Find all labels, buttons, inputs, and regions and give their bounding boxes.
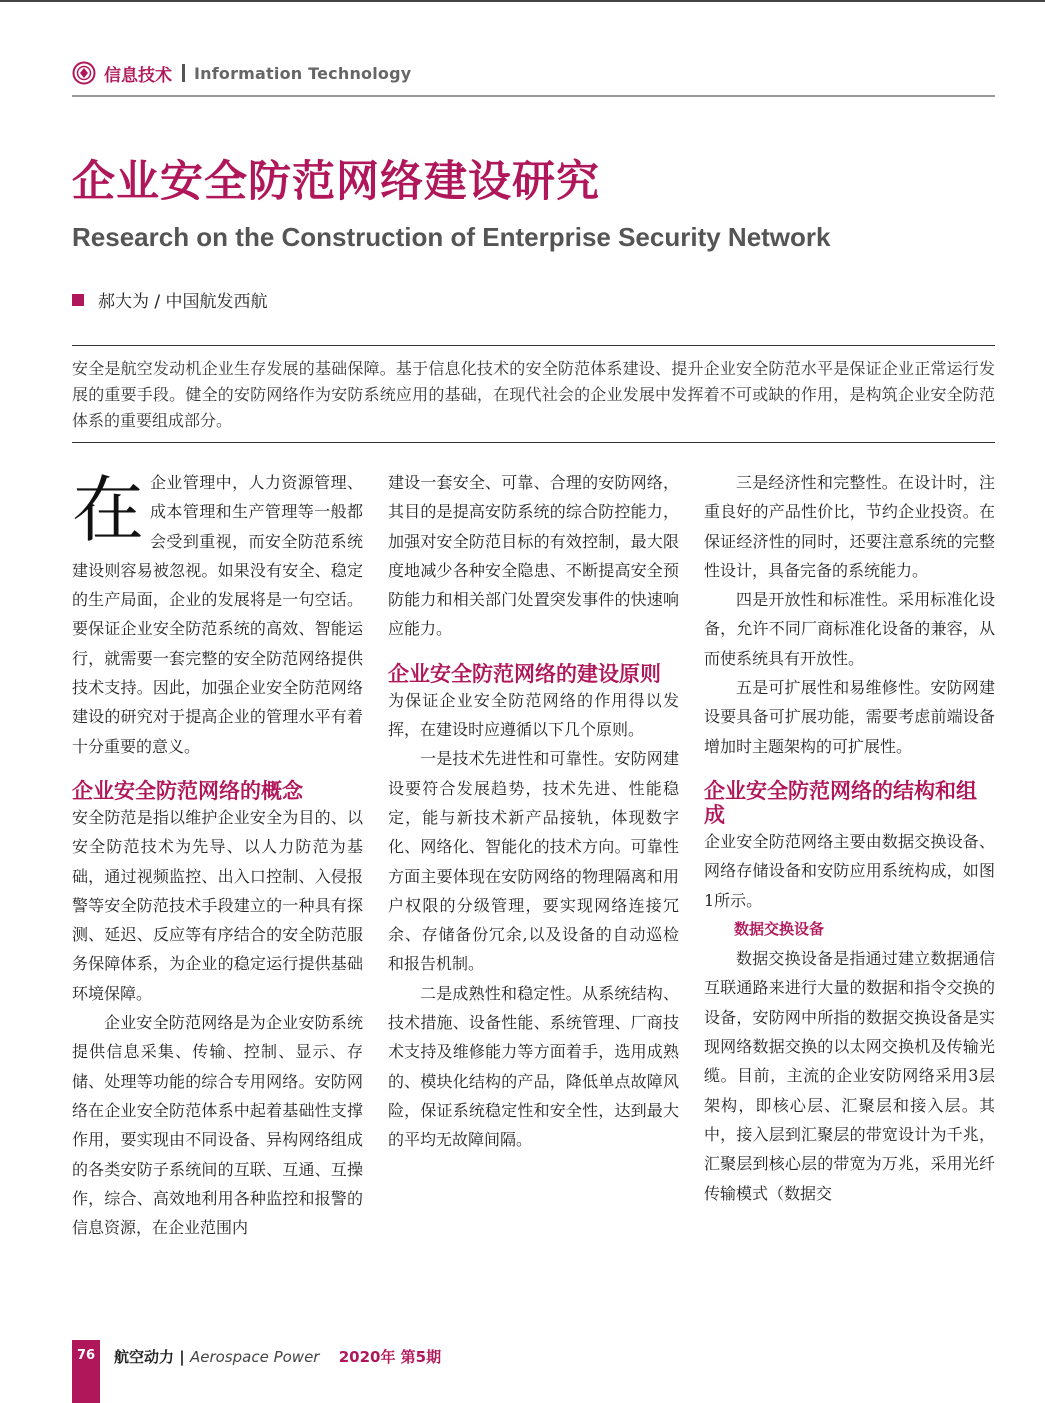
paragraph: 为保证企业安全防范网络的作用得以发挥，在建设时应遵循以下几个原则。 bbox=[388, 690, 679, 740]
column-3 bbox=[704, 468, 995, 1318]
section-heading-concept: 企业安全防范网络的概念 bbox=[72, 778, 303, 803]
page-number: 76 bbox=[76, 1348, 96, 1363]
journal-logo-icon bbox=[72, 61, 96, 85]
journal-name-en: Aerospace Power bbox=[189, 1348, 320, 1366]
paragraph: 安全防范是指以维护企业安全为目的、以安全防范技术为先导、以人力防范为基础，通过视频监控、出入口控制、入侵报警等安全防范技术手段建立的一种具有探测、延迟、反应等有序结合的安全防范服务保障体系，为企业的稳定运行提供基础环境保障。 bbox=[72, 807, 363, 1003]
paragraph: 企业安全防范网络是为企业安防系统提供信息采集、传输、控制、显示、存储、处理等功能的综合专用网络。安防网络在企业安全防范体系中起着基础性支撑作用，要实现由不同设备、异构网络组成的各类安防子系统间的互联、互通、互操作，综合、高效地利用各种监控和报警的信息资源，在企业范围内 bbox=[72, 1013, 363, 1238]
paragraph: 四是开放性和标准性。采用标准化设备，允许不同厂商标准化设备的兼容，从而使系统具有开放性。 bbox=[704, 590, 995, 668]
page-header bbox=[72, 58, 411, 88]
paragraph: 建设一套安全、可靠、合理的安防网络，其目的是提高安防系统的综合防控能力，加强对安全防范目标的有效控制，最大限度地减少各种安全隐患、不断提高安全预防能力和相关部门处置突发事件的快速响应能力。 bbox=[388, 473, 679, 639]
column-1 bbox=[72, 468, 363, 1318]
section-title-cn: 信息技术 bbox=[104, 65, 172, 86]
drop-cap: 在 bbox=[72, 468, 145, 552]
author-line bbox=[72, 287, 268, 312]
intro-paragraph bbox=[72, 468, 363, 761]
author-square-icon bbox=[72, 294, 84, 306]
section-heading-structure: 企业安全防范网络的结构和组成 bbox=[704, 778, 977, 827]
article-title-cn: 企业安全防范网络建设研究 bbox=[72, 157, 600, 207]
footer-separator: | bbox=[179, 1348, 185, 1366]
paragraph: 三是经济性和完整性。在设计时，注重良好的产品性价比，节约企业投资。在保证经济性的同时，还要注意系统的完整性设计，具备完备的系统能力。 bbox=[704, 473, 995, 580]
paragraph: 企业安全防范网络主要由数据交换设备、网络存储设备和安防应用系统构成，如图1所示。 bbox=[704, 831, 995, 910]
footer-journal bbox=[114, 1346, 441, 1367]
article-title-en: Research on the Construction of Enterprise Security Network bbox=[72, 222, 831, 252]
journal-issue: 2020年 第5期 bbox=[338, 1348, 442, 1366]
section-heading-principles: 企业安全防范网络的建设原则 bbox=[388, 661, 661, 686]
column-2 bbox=[388, 468, 679, 1318]
paragraph: 数据交换设备是指通过建立数据通信互联通路来进行大量的数据和指令交换的设备，安防网中所指的数据交换设备是实现网络数据交换的以太网交换机及传输光缆。目前，主流的企业安防网络采用3层架构，即核心层、汇聚层和接入层。其中，接入层到汇聚层的带宽设计为千兆，汇聚层到核心层的带宽为万兆，采用光纤传输模式（数据交 bbox=[704, 949, 995, 1203]
paragraph: 二是成熟性和稳定性。从系统结构、技术措施、设备性能、系统管理、厂商技术支持及维修能力等方面着手，选用成熟的、模块化结构的产品，降低单点故障风险，保证系统稳定性和安全性，达到最大的平均无故障间隔。 bbox=[388, 983, 679, 1150]
subsection-heading-data-exchange: 数据交换设备 bbox=[734, 919, 825, 938]
top-border-rule bbox=[0, 0, 1045, 2]
section-separator bbox=[182, 64, 185, 82]
abstract: 安全是航空发动机企业生存发展的基础保障。基于信息化技术的安全防范体系建设、提升企业安全防范水平是保证企业正常运行发展的重要手段。健全的安防网络作为安防系统应用的基础，在现代社会的企业发展中发挥着不可或缺的作用，是构筑企业安全防范体系的重要组成部分。 bbox=[72, 345, 995, 443]
paragraph: 一是技术先进性和可靠性。安防网建设要符合发展趋势，技术先进、性能稳定，能与新技术新产品接轨，体现数字化、网络化、智能化的技术方向。可靠性方面主要体现在安防网络的物理隔离和用户权限的分级管理，要实现网络连接冗余、存储备份冗余,以及设备的自动巡检和报告机制。 bbox=[388, 749, 679, 974]
author-name: 郝大为 / 中国航发西航 bbox=[98, 292, 268, 312]
paragraph: 五是可扩展性和易维修性。安防网建设要具备可扩展功能，需要考虑前端设备增加时主题架构的可扩展性。 bbox=[704, 678, 995, 756]
intro-text: 企业管理中，人力资源管理、成本管理和生产管理等一般都会受到重视，而安全防范系统建设则容易被忽视。如果没有安全、稳定的生产局面，企业的发展将是一句空话。要保证企业安全防范系统的高效、智能运行，就需要一套完整的安全防范网络提供技术支持。因此，加强企业安全防范网络建设的研究对于提高企业的管理水平有着十分重要的意义。 bbox=[72, 473, 363, 756]
journal-name-cn: 航空动力 bbox=[114, 1348, 175, 1366]
header-rule bbox=[72, 95, 995, 97]
section-title-en: Information Technology bbox=[194, 63, 412, 83]
